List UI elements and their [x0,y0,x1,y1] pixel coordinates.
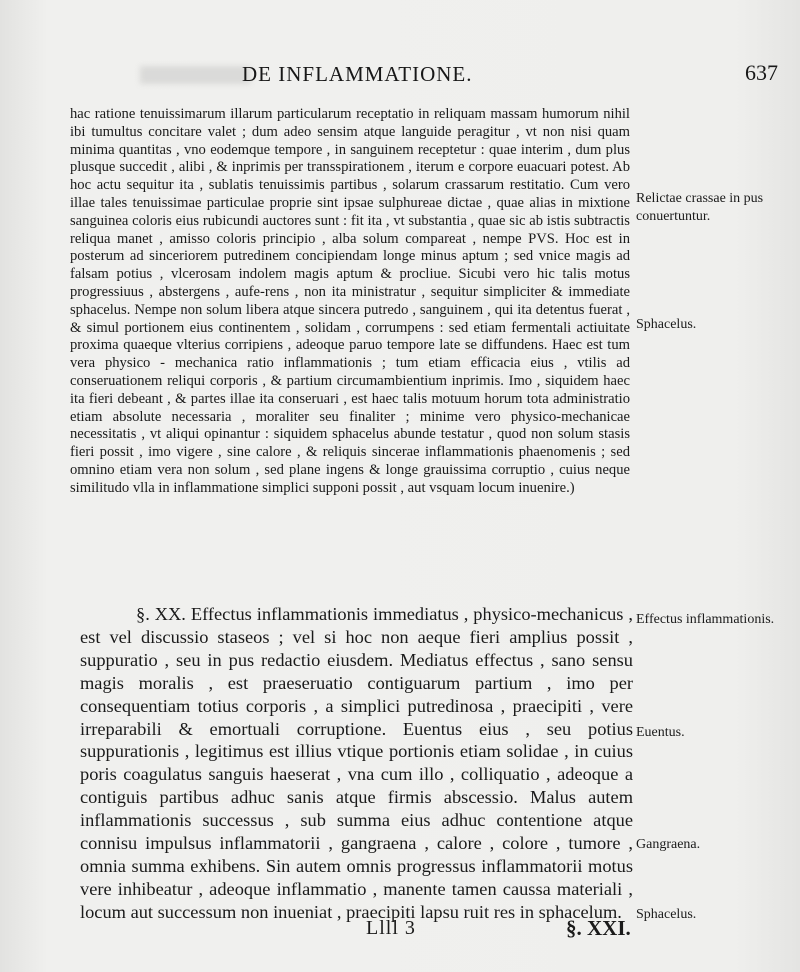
page-header [60,60,778,90]
signature-mark: Llll 3 [366,917,416,939]
section-paragraph [80,603,633,924]
small-paragraph-text: hac ratione tenuissimarum illarum particularum receptatio in reliquam massam humorum nihil ibi tumultus concitare valet ; dum adeo sensim atque languide peragitur , vt non nisi quam minima quantitas , vno eodemque tempore , in sanguinem receptetur : quae interim , dum plus plusque succedit , alibi , & inprimis per transspirationem , iterum e corpore euacuari potest. Ab hoc actu sequitur ita , sublatis tenuissimis partibus , solarum crassarum restitatio. Cum vero illae tales tenuissimae particulae proprie sint ipsae sulphureae dictae , quae alias in mixtione sanguinea coloris eius rubicundi auctores sunt : fit ita , vt substantia , quae sic ab istis subtractis reliqua manet , amisso coloris principio , alba solum compareat , nempe PVS. Hoc est in posterum ad sinceriorem putredinem concipiendam longe minus aptum ; sed vnice magis ad falsam potius , vlcerosam indolem magis aptum & procliue. Sicubi vero hic talis motus progressiuus , abstergens , aufe-rens , non ita ministratur , sequitur simpliciter & immediate sphacelus. Nempe non solum libera atque sincera putredo , sanguinem , qui ita detentus fuerat , & simul portionem eius continentem , solidam , corrumpens : sed etiam fermentali actiuitate proxima quaeque vlterius corripiens , adeoque paruo tempore late se diffundens. Haec est tum vera physico - mechanica ratio inflammationis ; tum etiam efficacia eius , vtilis ad conseruationem reliqui corporis , & partium circumambientium inprimis. Imo , siquidem haec ita fieri debeant , & partes illae ita conseruari , est haec talis motuum horum tota administratio etiam absolute necessaria , moraliter seu finaliter ; minime vero physico-mechanicae necessitatis , vt aliqui opinantur : siquidem sphacelus abunde testatur , quod non solum stasis fieri possit , imo vigere , sine calore , & reliquis sincerae inflammationis phaenomenis ; sed omnino etiam vera non solum , sed plane ingens & longe grauissima corruptio , cuius neque similitudo vlla in inflammatione simplici supponi possit , aut vsquam locum inuenire.) [70,106,630,496]
section-text: Effectus inflammationis immediatus , physico-mechanicus , est vel discussio staseos ; vel si hoc non aeque fieri amplius possit , suppuratio , seu in pus redactio eiusdem. Mediatus effectus , sano sensu magis moralis , est praeseruatio contiguarum partium , imo per consequentiam totius corporis , a simplici putredinosa , praecipiti , vere irreparabili & emortuali corruptione. Euentus eius , seu potius suppurationis , legitimus est illius vtique portionis etiam solidae , in cuius poris coagulatus sanguis haeserat , vna cum illo , colliquatio , adeoque a contiguis partibus adhuc sanis atque firmis abscessio. Malus autem inflammationis successus , sub summa eius adhuc contentione atque connisu impulsus inflammatorii , gangraena , calore , colore , tumore , omnia summa exhibens. Sin autem omnis progressus inflammatorii motus vere inhibeatur , adeoque inflammatio , manente tamen caussa materiali , locum aut successum non inueniat , praecipiti lapsu ruit res in sphacelum. [80,604,633,922]
margin-note: Sphacelus. [636,907,697,922]
running-title: DE INFLAMMATIONE. [242,62,473,86]
margin-note: Relictae crassae in pus conuertuntur. [636,191,764,224]
small-print-paragraph [70,106,630,498]
margin-note: Euentus. [636,725,685,740]
page-footer [0,914,800,954]
margin-note: Sphacelus. [636,317,697,332]
section-xx [80,603,633,924]
page-number: 637 [745,60,778,85]
section-number: §. XX. [136,604,186,624]
margin-note: Effectus inflammationis. [636,612,775,627]
margin-note: Gangraena. [636,837,701,852]
catchword: §. XXI. [566,916,631,940]
